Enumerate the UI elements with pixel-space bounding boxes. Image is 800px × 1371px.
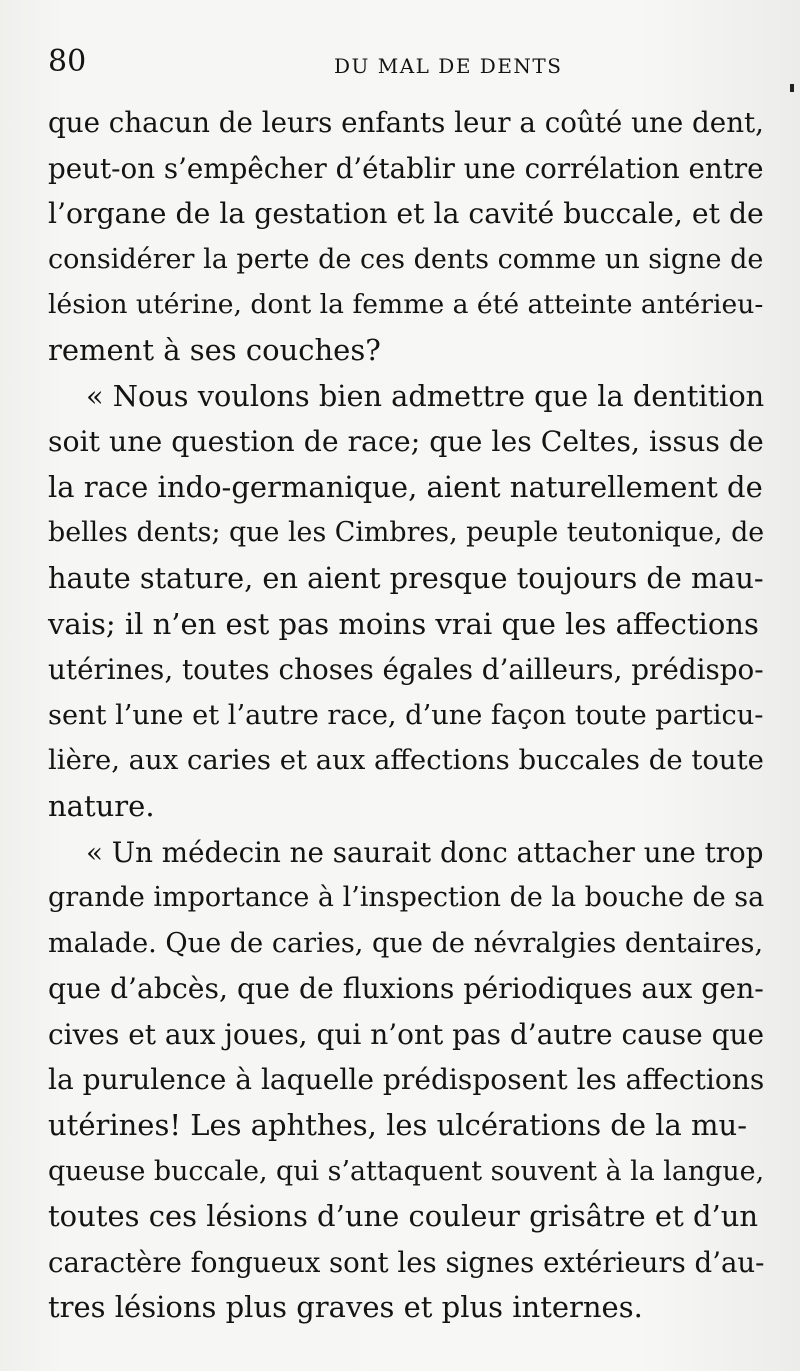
text-line: nature. [48, 788, 155, 823]
text-line: lésion utérine, dont la femme a été atteinte antérieu- [48, 289, 764, 321]
text-line: lière, aux caries et aux affections buccales de toute [48, 745, 764, 777]
running-title: DU MAL DE DENTS [334, 54, 563, 78]
page-number: 80 [48, 44, 87, 79]
paragraph-1 [48, 100, 764, 374]
text-line: queuse buccale, qui s’attaquent souvent à la langue, [48, 1155, 765, 1187]
text-line: utérines, toutes choses égales d’ailleurs, prédispo- [48, 653, 764, 687]
text-line: la race indo-germanique, aient naturellement de [48, 469, 763, 504]
page-header [48, 44, 760, 88]
text-line: toutes ces lésions d’une couleur grisâtre et d’un [48, 1199, 759, 1234]
text-line: considérer la perte de ces dents comme un signe de [48, 243, 764, 275]
text-line: soit une question de race; que les Celtes, issus de [48, 425, 764, 459]
body-text [48, 100, 764, 1331]
text-line: peut-on s’empêcher d’établir une corrélation entre [48, 151, 764, 185]
print-mark [790, 84, 794, 92]
text-line: vais; il n’en est pas moins vrai que les affections [48, 606, 759, 641]
text-line: sent l’une et l’autre race, d’une façon toute particu- [48, 699, 764, 731]
text-line: cives et aux joues, qui n’ont pas d’autre cause que [48, 1017, 765, 1051]
text-line: tres lésions plus graves et plus internes. [48, 1290, 643, 1325]
text-line: que chacun de leurs enfants leur a coûté une dent, [48, 106, 764, 139]
text-line: malade. Que de caries, que de névralgies dentaires, [48, 927, 764, 959]
text-line: grande importance à l’inspection de la bouche de sa [48, 882, 765, 914]
text-line: rement à ses couches? [48, 332, 381, 367]
paragraph-2 [48, 374, 764, 830]
text-line: belles dents; que les Cimbres, peuple teutonique, de [48, 517, 765, 549]
paragraph-3 [48, 830, 764, 1332]
text-line: que d’abcès, que de fluxions périodiques aux gen- [48, 972, 764, 1006]
text-line: caractère fongueux sont les signes extérieurs d’au- [48, 1245, 765, 1279]
text-line: « Un médecin ne saurait donc attacher une trop [86, 835, 764, 869]
text-line: utérines! Les aphthes, les ulcérations de la mu- [48, 1108, 748, 1143]
text-line: l’organe de la gestation et la cavité buccale, et de [48, 197, 764, 231]
text-line: « Nous voulons bien admettre que la dentition [86, 378, 765, 413]
text-line: la purulence à laquelle prédisposent les affections [48, 1063, 765, 1097]
text-line: haute stature, en aient presque toujours de mau- [48, 560, 764, 595]
